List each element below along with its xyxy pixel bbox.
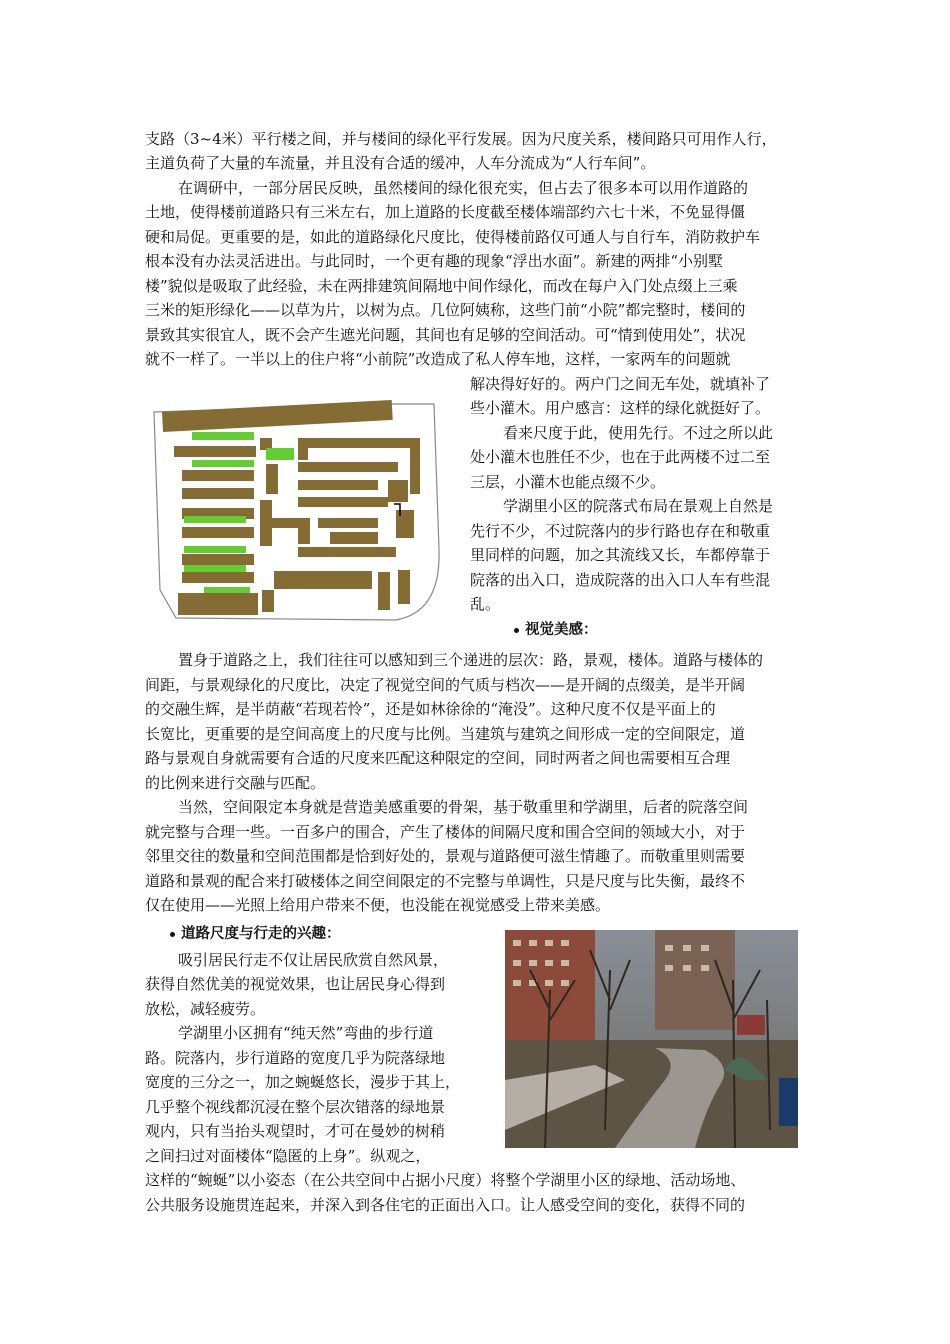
text-line: 三层，小灌木也能点缀不少。 <box>470 473 666 491</box>
building-block <box>388 480 408 502</box>
building-block <box>182 554 254 565</box>
text-line: 处小灌木也胜任不少，也在于此两楼不过二至 <box>470 448 771 466</box>
green-strip <box>184 546 246 553</box>
green-strip <box>266 448 294 460</box>
bullet-icon <box>514 628 519 633</box>
text-line: 的比例来进行交融与匹配。 <box>145 774 326 792</box>
text-line: 邻里交往的数量和空间范围都是恰到好处的，景观与道路便可滋生情趣了。而敬重里则需要 <box>145 847 746 865</box>
text-line: 路与景观自身就需要有合适的尺度来匹配这种限定的空间，同时两者之间也需要相互合理 <box>145 749 731 767</box>
green-strip <box>184 516 246 523</box>
text-line: 的交融生辉，是半荫蔽“若现若怜”，还是如林徐徐的“淹没”。这种尺度不仅是平面上的 <box>145 700 716 718</box>
text-line: 宽度的三分之一，加之蜿蜒悠长，漫步于其上， <box>145 1073 461 1091</box>
building-block <box>330 532 378 544</box>
text-line: 支路（3~4米）平行楼之间，并与楼间的绿化平行发展。因为尺度关系，楼间路只可用作人行， <box>145 130 777 148</box>
text-line: 三米的矩形绿化——以草为片，以树为点。几位阿姨称，这些门前“小院”都完整时，楼间的 <box>145 301 746 319</box>
building-block <box>272 518 298 528</box>
building-block <box>182 572 254 583</box>
text-line: 硬和局促。更重要的是，如此的道路绿化尺度比，使得楼前路仅可通人与自行车，消防救护车 <box>145 228 761 246</box>
building-block <box>174 446 256 457</box>
text-line: 土地，使得楼前道路只有三米左右，加上道路的长度截至楼体端部约六七十米，不免显得僵 <box>145 203 746 221</box>
text-line: 就完整与合理一些。一百多户的围合，产生了楼体的间隔尺度和围合空间的领域大小，对于 <box>145 823 746 841</box>
text-line: 些小灌木。用户感言：这样的绿化就挺好了。 <box>470 399 771 417</box>
text-line: 长宽比，更重要的是空间高度上的尺度与比例。当建筑与建筑之间形成一定的空间限定，道 <box>145 725 746 743</box>
green-strip <box>204 587 250 593</box>
building-block <box>274 571 372 589</box>
text-line: 主道负荷了大量的车流量，并且没有合适的缓冲，人车分流成为“人行车间”。 <box>145 154 656 172</box>
text-line: 看来尺度于此，使用先行。不过之所以此 <box>503 424 774 442</box>
building-block <box>182 527 254 538</box>
text-line: 道路和景观的配合来打破楼体之间空间限定的不完整与单调性，只是尺度与比失衡，最终不 <box>145 872 746 890</box>
building-block <box>298 518 310 544</box>
text-line: 乱。 <box>470 595 501 613</box>
building-block <box>396 510 414 538</box>
text-line: 仅在使用——光照上给用户带来不便，也没能在视觉感受上带来美感。 <box>145 896 611 914</box>
bullet-icon <box>170 932 175 937</box>
building-block <box>410 438 420 460</box>
building-block <box>260 500 272 546</box>
pavilion <box>737 1015 765 1035</box>
building-block <box>266 464 278 494</box>
text-line: 间距，与景观绿化的尺度比，决定了视觉空间的气质与档次——是开阔的点缀美，是半开阔 <box>145 676 746 694</box>
building-block <box>398 570 410 604</box>
text-line: 里同样的问题，加之其流线又长，车都停靠于 <box>470 546 771 564</box>
section-heading: 视觉美感： <box>514 618 950 643</box>
text-line: 楼”貌似是吸取了此经验，未在两排建筑间隔地中间作绿化，而改在每户入门处点缀上三乘 <box>145 277 738 295</box>
green-strip <box>184 565 246 572</box>
text-line: 解决得好好的。两户门之间无车处，就填补了 <box>470 375 771 393</box>
text-line: 吸引居民行走不仅让居民欣赏自然风景， <box>178 951 449 969</box>
text-line: 院落的出入口，造成院落的出入口人车有些混 <box>470 571 771 589</box>
text-line: 观内，只有当抬头观望时，才可在曼妙的树稍 <box>145 1122 446 1140</box>
building-block <box>410 460 420 494</box>
text-line: 先行不少，不过院落内的步行路也存在和敬重 <box>470 522 771 540</box>
text-line: 根本没有办法灵活进出。与此同时，一个更有趣的现象“浮出水面”。新建的两排“小别墅 <box>145 252 724 270</box>
text-line: 路。院落内，步行道路的宽度几乎为院落绿地 <box>145 1049 446 1067</box>
text-line: 这样的“蜿蜒”以小姿态（在公共空间中占据小尺度）将整个学湖里小区的绿地、活动场地、 <box>145 1171 746 1189</box>
text-line: 学湖里小区的院落式布局在景观上自然是 <box>503 497 774 515</box>
building-block <box>298 480 378 490</box>
building-block <box>262 590 274 612</box>
park-path-photo <box>505 930 798 1148</box>
text-line: 公共服务设施贯连起来，并深入到各住宅的正面出入口。让人感受空间的变化，获得不同的 <box>145 1196 746 1214</box>
green-strip <box>192 460 254 467</box>
text-line: 当然，空间限定本身就是营造美感重要的骨架，基于敬重里和学湖里，后者的院落空间 <box>178 798 749 816</box>
text-line: 放松，减轻疲劳。 <box>145 1000 266 1018</box>
site-plan-diagram <box>148 400 458 624</box>
text-line: 获得自然优美的视觉效果，也让居民身心得到 <box>145 975 446 993</box>
section-heading: 道路尺度与行走的兴趣： <box>170 922 835 947</box>
building-block <box>318 518 378 528</box>
building-block <box>298 547 396 557</box>
building-block <box>182 488 254 499</box>
text-line: 学湖里小区拥有“纯天然”弯曲的步行道 <box>178 1024 434 1042</box>
text-line: 在调研中，一部分居民反映，虽然楼间的绿化很充实，但占去了很多本可以用作道路的 <box>178 179 749 197</box>
text-line: 置身于道路之上，我们往往可以感知到三个递进的层次：路，景观，楼体。道路与楼体的 <box>178 651 764 669</box>
text-line: 之间扫过对面楼体“隐匿的上身”。纵观之， <box>145 1147 431 1165</box>
building-block <box>378 572 390 610</box>
building-block <box>182 470 254 481</box>
trash-bin <box>779 1078 798 1126</box>
building-block <box>298 438 410 448</box>
green-strip <box>192 432 254 440</box>
building-block <box>298 462 398 472</box>
text-line: 几乎整个视线都沉浸在整个层次错落的绿地景 <box>145 1098 446 1116</box>
text-line: 就不一样了。一半以上的住户将“小前院”改造成了私人停车地，这样，一家两车的问题就 <box>145 350 731 368</box>
text-line: 景致其实很宜人，既不会产生遮光问题，其间也有足够的空间活动。可“情到使用处”，状况 <box>145 326 746 344</box>
building-block <box>298 497 388 507</box>
